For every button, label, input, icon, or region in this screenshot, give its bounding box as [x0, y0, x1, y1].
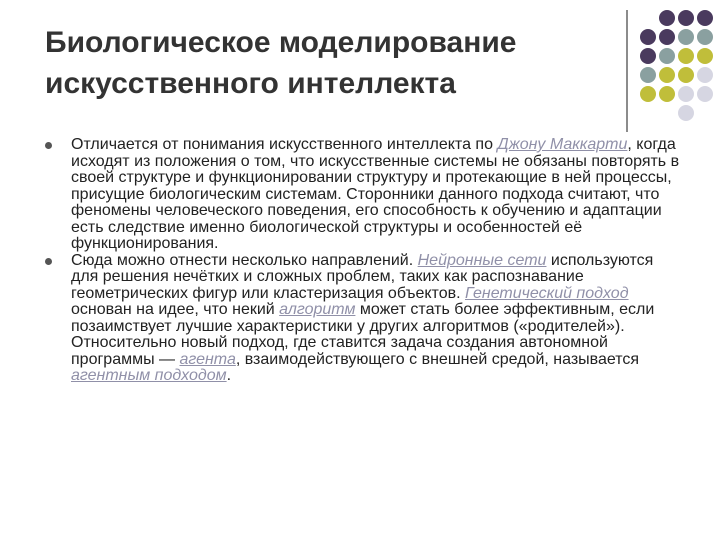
text-run: Сюда можно отнести несколько направлений.	[71, 251, 418, 269]
link-algorithm[interactable]: алгоритм	[279, 301, 356, 318]
text-run: .	[226, 367, 232, 384]
link-mccarthy[interactable]: Джону Маккарти	[497, 136, 628, 153]
bullet-icon	[45, 142, 52, 149]
decorative-divider	[626, 10, 628, 132]
bullet-text-2	[71, 253, 685, 385]
link-agent[interactable]: агента	[179, 350, 236, 368]
decor-dot	[659, 48, 675, 64]
decor-dot	[697, 105, 713, 121]
decor-dot	[640, 10, 656, 26]
text-run: , когда исходят из положения о том, что искусственные системы не обязаны повторять в своей структуре и функционировании структуру и протекающие в ней процессы, присущие биологическим системам. Сторонники данного подхода считают, что феномены человеческого поведения, его способность к обучению и адаптации есть следствие именно биологической структуры и особенностей её функционирования.	[71, 136, 680, 252]
decor-dot	[678, 105, 694, 121]
text-run: , взаимодействующего с внешней средой, называется	[235, 350, 640, 368]
bullet-text-1	[71, 137, 685, 253]
decor-dot	[697, 48, 713, 64]
decor-dot	[659, 105, 675, 121]
link-agent-approach[interactable]: агентным подходом	[71, 367, 227, 384]
decor-dot	[697, 10, 713, 26]
link-neural-networks[interactable]: Нейронные сети	[417, 251, 547, 269]
slide-title	[45, 22, 605, 104]
decor-dot	[678, 10, 694, 26]
decor-dot	[697, 29, 713, 45]
decor-dot	[678, 67, 694, 83]
decorative-dot-grid	[640, 10, 713, 121]
decor-dot	[697, 67, 713, 83]
decor-dot	[640, 29, 656, 45]
decor-dot	[697, 86, 713, 102]
decor-dot	[640, 86, 656, 102]
slide-body	[45, 137, 685, 385]
decor-dot	[640, 48, 656, 64]
decor-dot	[678, 29, 694, 45]
decor-dot	[640, 67, 656, 83]
text-run: Отличается от понимания искусственного интеллекта по	[71, 136, 498, 153]
decor-dot	[659, 10, 675, 26]
decor-dot	[659, 67, 675, 83]
decor-dot	[640, 105, 656, 121]
text-run: используются для решения нечётких и сложных проблем, таких как распознавание геометрических фигур или кластеризация объектов.	[71, 251, 654, 302]
decor-dot	[659, 86, 675, 102]
title-line-1: Биологическое моделирование	[45, 26, 517, 59]
decor-dot	[678, 86, 694, 102]
link-genetic-approach[interactable]: Генетический подход	[464, 284, 629, 302]
bullet-icon	[45, 258, 52, 265]
title-line-2: искусственного интеллекта	[45, 67, 456, 100]
decor-dot	[659, 29, 675, 45]
text-run: может стать более эффективным, если позаимствует лучшие характеристики у других алгоритмов («родителей»). Относительно новый подход, где ставится задача создания автономной программы —	[71, 301, 655, 368]
decor-dot	[678, 48, 694, 64]
text-run: основан на идее, что некий	[71, 301, 280, 318]
bullet-item-2	[45, 253, 685, 385]
bullet-item-1	[45, 137, 685, 253]
